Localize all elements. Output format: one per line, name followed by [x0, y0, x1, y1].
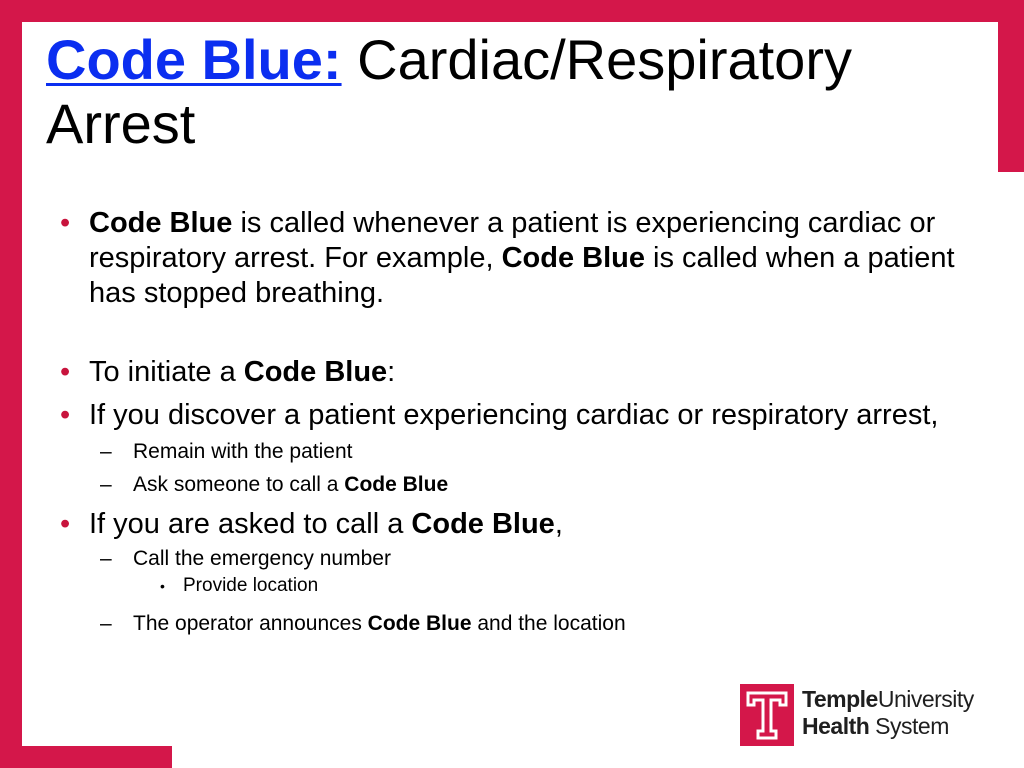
dash-marker: –	[100, 547, 112, 570]
sub-bullet-ask	[60, 470, 1000, 499]
logo-line-1	[802, 686, 974, 713]
bullet-marker: •	[60, 399, 71, 431]
sub-bullet-text: Remain with the patient	[133, 440, 353, 463]
bullet-text: :	[387, 356, 396, 388]
sub-bullet-text: The operator announces	[133, 612, 368, 635]
frame-notch-right	[998, 172, 1024, 768]
sub-bullet-operator	[60, 609, 1000, 638]
bullet-text-bold: Code Blue	[243, 356, 388, 388]
sub-sub-bullet-text: Provide location	[183, 575, 319, 596]
dash-marker: –	[100, 612, 112, 635]
bullet-initiate	[60, 355, 1000, 390]
bullet-text: If you discover a patient experiencing cardiac or respiratory arrest,	[89, 399, 939, 431]
bullet-marker: •	[60, 508, 71, 540]
bullet-text: If you are asked to call a	[89, 508, 412, 540]
bullet-text-bold: Code Blue	[501, 242, 645, 274]
bullet-marker: •	[60, 356, 71, 388]
sub-sub-bullet-location	[60, 573, 1000, 599]
logo-line-2-rest: System	[869, 713, 949, 739]
slide-title	[46, 28, 986, 156]
bullet-text: is called when a patient has stopped breathing.	[89, 242, 955, 309]
bullet-code-blue-definition	[60, 206, 1000, 311]
logo-line-1-bold: Temple	[802, 686, 878, 712]
temple-health-logo	[740, 684, 974, 746]
temple-t-icon	[740, 684, 794, 746]
bullet-marker: •	[60, 207, 71, 239]
sub-bullet-text-bold: Code Blue	[344, 473, 449, 496]
bullet-text-bold: Code Blue	[411, 508, 555, 540]
logo-wordmark	[802, 686, 974, 740]
dash-marker: –	[100, 473, 112, 496]
frame-notch-bottom	[172, 746, 1024, 768]
bullet-text: is called whenever a patient is experiencing cardiac or respiratory arrest. For example,	[89, 207, 936, 274]
sub-bullet-text: and the location	[471, 612, 626, 635]
logo-line-2-bold: Health	[802, 713, 870, 739]
title-keyword: Code Blue:	[46, 28, 342, 91]
sub-bullet-text-bold: Code Blue	[367, 612, 472, 635]
sub-bullet-text: Call the emergency number	[133, 547, 391, 570]
logo-line-2	[802, 713, 974, 740]
slide-content	[60, 206, 1000, 638]
sub-bullet-remain	[60, 437, 1000, 466]
bullet-asked-to-call	[60, 507, 1000, 542]
bullet-text: ,	[554, 508, 563, 540]
title-rest: Cardiac/Respiratory Arrest	[46, 28, 852, 155]
temple-t-logo-icon	[740, 684, 794, 746]
bullet-text-bold: Code Blue	[89, 207, 233, 239]
bullet-discover	[60, 398, 1000, 433]
dot-marker: •	[160, 578, 165, 594]
dash-marker: –	[100, 440, 112, 463]
logo-line-1-rest: University	[877, 686, 974, 712]
sub-bullet-text: Ask someone to call a	[133, 473, 345, 496]
bullet-text: To initiate a	[89, 356, 244, 388]
sub-bullet-call-number	[60, 544, 1000, 573]
